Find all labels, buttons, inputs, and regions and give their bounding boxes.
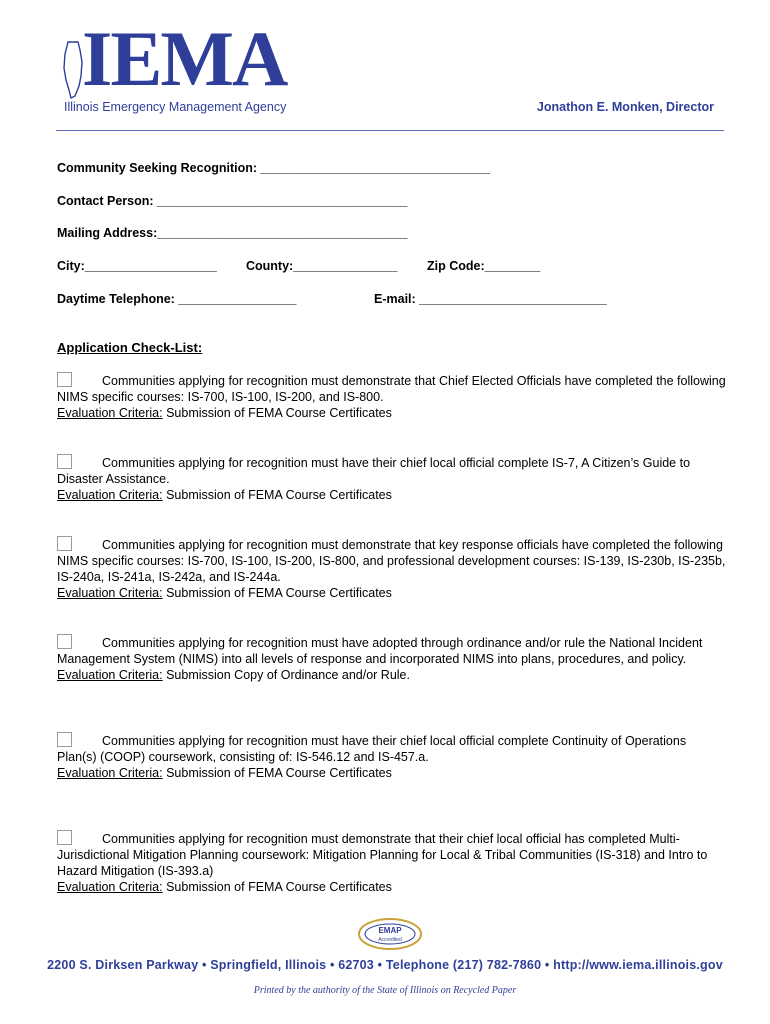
city-field[interactable]: City:___________________ (57, 259, 217, 273)
footer-printed-notice: Printed by the authority of the State of Illinois on Recycled Paper (253, 985, 517, 996)
director-name: Jonathon E. Monken, Director (536, 100, 714, 114)
item-text: Communities applying for recognition must demonstrate that Chief Elected Officials have completed the following NIMS specific courses: IS-700, IS-100, IS-200, and IS-800. (57, 374, 726, 404)
checklist-item (57, 536, 727, 601)
illinois-state-outline-icon (62, 40, 84, 100)
criteria-text: Submission Copy of Ordinance and/or Rule. (166, 668, 410, 682)
item-text: Communities applying for recognition must demonstrate that their chief local official has completed Multi-Jurisdictional Mitigation Planning coursework: Mitigation Planning for Local & Tribal Communities (IS-318) and Intro to Hazard Mitigation (IS-393.a) (57, 832, 708, 878)
checklist-item (57, 372, 727, 421)
header-divider (56, 130, 724, 131)
criteria-label: Evaluation Criteria: (57, 488, 163, 502)
item-text: Communities applying for recognition must have adopted through ordinance and/or rule the National Incident Management System (NIMS) into all levels of response and incorporated NIMS into plans, procedures, and policy. (57, 636, 703, 666)
criteria-text: Submission of FEMA Course Certificates (166, 406, 392, 420)
checkbox[interactable] (57, 454, 72, 469)
contact-person-field[interactable]: Contact Person: ____________________________________ (57, 194, 408, 208)
zip-code-field[interactable]: Zip Code:________ (427, 259, 541, 273)
criteria-text: Submission of FEMA Course Certificates (166, 488, 392, 502)
criteria-text: Submission of FEMA Course Certificates (166, 880, 392, 894)
criteria-label: Evaluation Criteria: (57, 586, 163, 600)
checklist-item (57, 634, 727, 683)
item-text: Communities applying for recognition must have their chief local official complete Continuity of Operations Plan(s) (COOP) coursework, consisting of: IS-546.12 and IS-457.a. (57, 734, 687, 764)
telephone-field[interactable]: Daytime Telephone: _________________ (57, 292, 297, 306)
community-field[interactable]: Community Seeking Recognition: _________________________________ (57, 161, 490, 175)
criteria-text: Submission of FEMA Course Certificates (166, 766, 392, 780)
criteria-label: Evaluation Criteria: (57, 880, 163, 894)
footer-address: 2200 S. Dirksen Parkway • Springfield, Illinois • 62703 • Telephone (217) 782-7860 • http://www.iema.illinois.gov (47, 958, 723, 972)
item-text: Communities applying for recognition must have their chief local official complete IS-7, A Citizen’s Guide to Disaster Assistance. (57, 456, 691, 486)
emap-accreditation-seal-icon (357, 917, 423, 951)
checkbox[interactable] (57, 732, 72, 747)
email-field[interactable]: E-mail: ___________________________ (374, 292, 607, 306)
checklist-title: Application Check-List: (57, 340, 203, 355)
svg-text:EMAP: EMAP (378, 926, 402, 935)
checkbox[interactable] (57, 372, 72, 387)
agency-logo-wordmark: IEMA (82, 15, 287, 102)
county-field[interactable]: County:_______________ (246, 259, 398, 273)
checklist-item (57, 454, 727, 503)
criteria-label: Evaluation Criteria: (57, 668, 163, 682)
svg-text:Accredited: Accredited (378, 937, 402, 943)
checklist-item (57, 732, 727, 781)
checklist-item (57, 830, 727, 895)
checkbox[interactable] (57, 830, 72, 845)
mailing-address-field[interactable]: Mailing Address:____________________________________ (57, 226, 408, 240)
criteria-text: Submission of FEMA Course Certificates (166, 586, 392, 600)
checkbox[interactable] (57, 536, 72, 551)
criteria-label: Evaluation Criteria: (57, 766, 163, 780)
criteria-label: Evaluation Criteria: (57, 406, 163, 420)
checkbox[interactable] (57, 634, 72, 649)
item-text: Communities applying for recognition must demonstrate that key response officials have completed the following NIMS specific courses: IS-700, IS-100, IS-200, IS-800, and professional development courses: IS-139, IS-230b, IS-235b, IS-240a, IS-241a, IS-242a, and IS-244a. (57, 538, 726, 584)
agency-name: Illinois Emergency Management Agency (64, 100, 287, 114)
